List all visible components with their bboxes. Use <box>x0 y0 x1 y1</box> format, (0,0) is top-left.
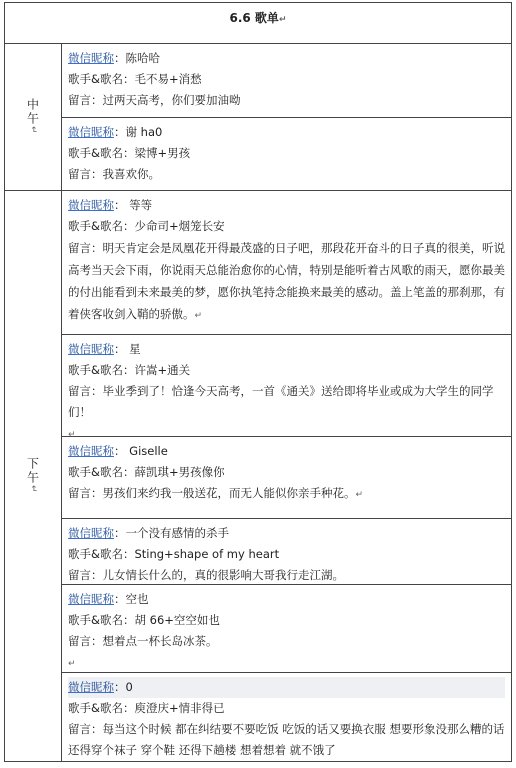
message-value: ：每当这个时候 都在纠结要不要吃饭 吃饭的话又要换衣服 想要形象没那么糟的话 还得穿个袜子 穿个鞋 还得下趟楼 想着想着 就不饿了 <box>68 722 505 757</box>
list-item <box>62 44 511 118</box>
section-noon <box>5 44 511 191</box>
nickname-label: 微信昵称 <box>68 51 114 65</box>
list-item <box>62 673 511 761</box>
song-value: ：薛凯琪+男孩像你 <box>122 465 225 479</box>
song-label: 歌手&歌名 <box>68 146 123 160</box>
nickname-label: 微信昵称 <box>68 592 114 606</box>
title-text: 6.6 歌单 <box>229 11 279 25</box>
nickname-value: ：陈哈哈 <box>114 51 160 65</box>
song-label: 歌手&歌名 <box>68 363 123 377</box>
message-value: ：想着点一杯长岛冰茶。 <box>91 634 218 648</box>
paragraph-mark: ↵ <box>28 485 38 495</box>
nickname-value: ： 星 <box>114 342 141 356</box>
list-item <box>62 191 511 335</box>
message-label: 留言 <box>68 93 91 107</box>
song-label: 歌手&歌名 <box>68 613 123 627</box>
paragraph-mark: ↵ <box>278 15 287 25</box>
message-label: 留言 <box>68 486 91 500</box>
nickname-value: ：谢 ha0 <box>114 125 163 139</box>
message-label: 留言 <box>68 384 91 398</box>
song-value: ：庾澄庆+情非得已 <box>122 701 225 715</box>
nickname-label: 微信昵称 <box>68 125 114 139</box>
message-label: 留言 <box>68 568 91 582</box>
nickname-label: 微信昵称 <box>68 680 114 694</box>
paragraph-mark: ↵ <box>68 659 76 669</box>
nickname-label: 微信昵称 <box>68 198 114 212</box>
song-value: ：许嵩+通关 <box>122 363 191 377</box>
message-value: ：儿女情长什么的，真的很影响大哥我行走江湖。 <box>91 568 344 582</box>
list-item <box>62 519 511 585</box>
message-label: 留言 <box>68 722 91 736</box>
message-label: 留言 <box>68 634 91 648</box>
nickname-value: ： 等等 <box>114 198 153 212</box>
list-item <box>62 585 511 673</box>
song-label: 歌手&歌名 <box>68 701 123 715</box>
paragraph-mark: ↵ <box>194 311 203 321</box>
message-value: ：毕业季到了！恰逢今天高考，一首《通关》送给即将毕业或成为大学生的同学们！ <box>68 384 494 419</box>
entries-list <box>62 191 511 761</box>
paragraph-mark: ↵ <box>68 430 76 440</box>
song-value: ：少命司+烟笼长安 <box>122 219 225 233</box>
song-value: ：Sting+shape of my heart <box>122 547 280 561</box>
section-label: 中午 ↵ <box>5 44 62 190</box>
song-value: ：毛不易+消愁 <box>122 72 202 86</box>
message-value: ：过两天高考，你们要加油呦 <box>91 93 241 107</box>
section-label: 下午 ↵ <box>5 191 62 761</box>
nickname-value: ： Giselle <box>114 444 168 458</box>
section-afternoon <box>5 191 511 761</box>
song-label: 歌手&歌名 <box>68 219 123 233</box>
song-label: 歌手&歌名 <box>68 465 123 479</box>
list-item <box>62 437 511 519</box>
paragraph-mark: ↵ <box>28 126 38 136</box>
list-item <box>62 335 511 440</box>
list-item <box>62 118 511 190</box>
message-value: ：明天肯定会是凤凰花开得最茂盛的日子吧，那段花开奋斗的日子真的很美，听说高考当天会下雨，你说雨天总能治愈你的心情，特别是能听着古风歌的雨天，愿你最美的付出能看到未来最美的梦，愿你执笔持念能换来最美的感动。盖上笔盖的那刹那，有着侠客收剑入鞘的骄傲。 <box>68 241 505 321</box>
nickname-value: ：0 <box>114 680 133 694</box>
song-label: 歌手&歌名 <box>68 72 123 86</box>
message-label: 留言 <box>68 167 91 181</box>
entries-list <box>62 44 511 190</box>
song-label: 歌手&歌名 <box>68 547 123 561</box>
song-list-table <box>4 2 512 762</box>
nickname-label: 微信昵称 <box>68 526 114 540</box>
message-value: ：我喜欢你。 <box>91 167 160 181</box>
nickname-value: ：空也 <box>114 592 149 606</box>
song-value: ：胡 66+空空如也 <box>122 613 220 627</box>
nickname-label: 微信昵称 <box>68 444 114 458</box>
table-title <box>5 3 511 44</box>
paragraph-mark: ↵ <box>355 490 364 500</box>
message-label: 留言 <box>68 241 91 255</box>
message-value: ：男孩们来约我一般送花，而无人能似你亲手种花。 <box>91 486 356 500</box>
nickname-label: 微信昵称 <box>68 342 114 356</box>
song-value: ：梁博+男孩 <box>122 146 191 160</box>
nickname-value: ：一个没有感情的杀手 <box>114 526 229 540</box>
